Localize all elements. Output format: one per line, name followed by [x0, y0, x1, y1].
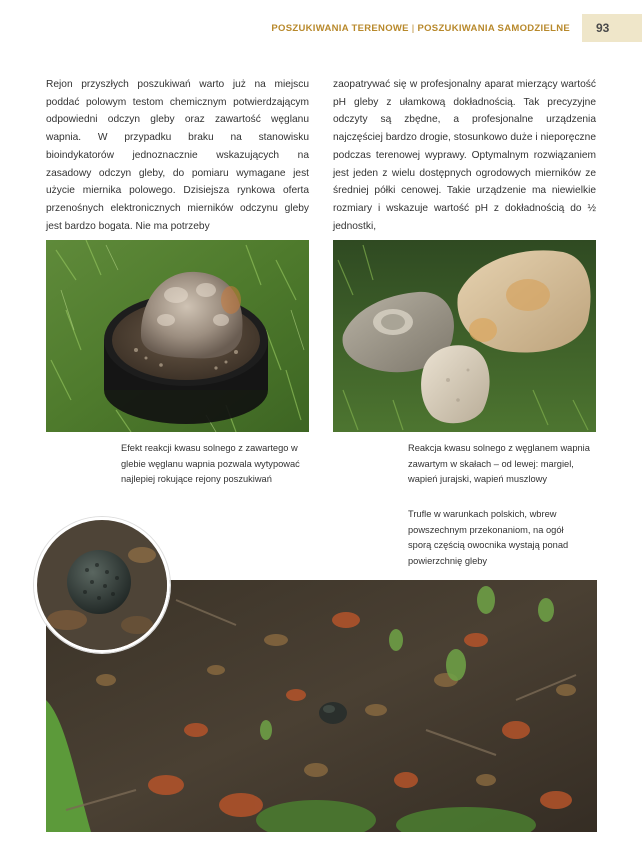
- photo-rocks-reaction: [333, 240, 596, 432]
- photo-truffle-closeup-inset: [34, 517, 170, 653]
- header-title: [271, 23, 570, 34]
- body-text-left-column: Rejon przyszłych poszukiwań warto już na miejscu poddać polowym testom chemicznym potwierdzającym odpowiedni odczyn gleby oraz zawartość węglanu wapnia. W przypadku braku na stanowisku bioindykatorów jednoznacznie wskazujących na zasadowy odczyn gleby, do pomiaru wymagane jest użycie miernika polowego. Dzisiejsza rynkowa oferta przenośnych elektronicznych mierników odczynu gleby jest bardzo bogata. Nie ma potrzeby: [46, 79, 309, 232]
- photo-soil-pot-reaction: [46, 240, 309, 432]
- body-text-right-column: zaopatrywać się w profesjonalny aparat mierzący wartość pH gleby z ułamkową dokładnością. Tak precyzyjne odczyty są zbędne, a profesjonalne urządzenia najczęściej bardzo drogie, stosunkowo duże i nieporęczne podczas terenowej wyprawy. Optymalnym rozwiązaniem jest jeden z wielu dostępnych ogrodowych mierników ze średniej półki cenowej. Takie urządzenie ma niewielkie rozmiary i wskazuje wartość pH z dokładnością do ½ jednostki,: [333, 79, 596, 232]
- header-separator: |: [411, 23, 415, 34]
- page-number: 93: [582, 14, 642, 42]
- caption-truffles: Trufle w warunkach polskich, wbrew powszechnym przekonaniom, na ogół sporą częścią owocnika wystają ponad powierzchnię gleby: [408, 509, 569, 566]
- caption-rock-reaction: Reakcja kwasu solnego z węglanem wapnia zawartym w skałach – od lewej: margiel, wapień jurajski, wapień muszlowy: [408, 443, 590, 484]
- caption-soil-reaction: Efekt reakcji kwasu solnego z zawartego w glebie węglanu wapnia pozwala wytypować najlepiej rokujące rejony poszukiwań: [121, 443, 300, 484]
- running-header: [0, 0, 642, 44]
- header-section: POSZUKIWANIA TERENOWE: [271, 23, 409, 34]
- header-subsection: POSZUKIWANIA SAMODZIELNE: [417, 23, 570, 34]
